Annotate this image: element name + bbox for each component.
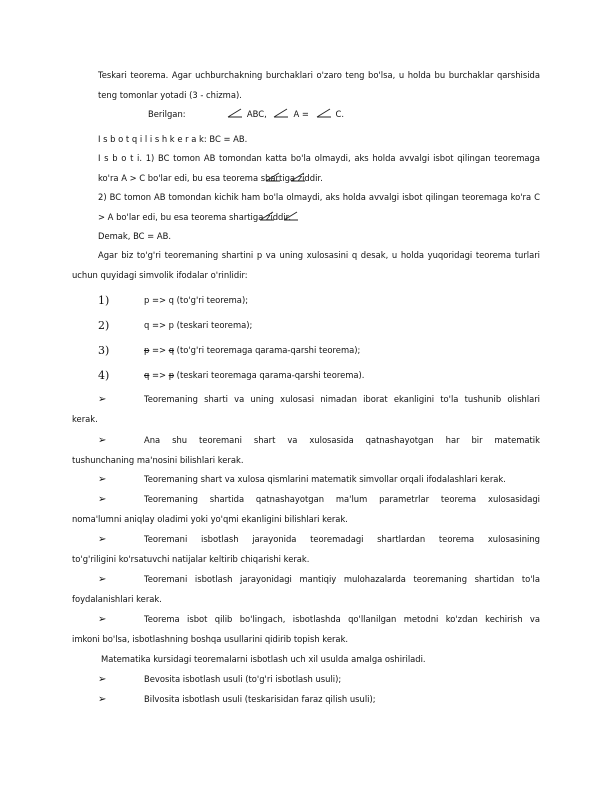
- proof-step-2: 2) BC tomon AB tomondan kichik ham bo'la olmaydi, aks holda avvalgi isbot qilingan teoremaga ko'ra C > A bo'lar edi, bu esa teorema shartiga ziddir.: [98, 192, 540, 222]
- list-item: ➢ Ana shu teoremani shart va xulosasida qatnashayotgan har bir matematik tushunchaning ma'nosini bilishlari kerak.: [72, 431, 540, 470]
- given-line: [148, 105, 590, 125]
- list-item: ➢ Teoremaning sharti va uning xulosasi nimadan iborat ekanligini to'la tushunib olishlari kerak.: [72, 390, 540, 429]
- list-item: ➢ Teoremaning shart va xulosa qismlarini matematik simvollar orqali ifodalashlari kerak.: [72, 470, 540, 490]
- arrowhead-bullet-icon: ➢: [98, 614, 107, 625]
- arrowhead-bullet-icon: ➢: [98, 474, 107, 485]
- negated-p: p: [168, 370, 175, 380]
- arrowhead-bullet-icon: ➢: [98, 674, 107, 685]
- list-item: ➢ Teoremani isbotlash jarayonida teoremadagi shartlardan teorema xulosasining to'g'riligini ko'rsatuvchi natijalar keltirib chiqarishi kerak.: [72, 530, 540, 569]
- conclusion: Demak, BC = AB.: [98, 231, 171, 241]
- angle-icon: [265, 172, 281, 182]
- list-item: ➢ Teoremaning shartida qatnashayotgan ma'lum parametrlar teorema xulosasidagi noma'lumni aniqlay oladimi yoki yo'qmi ekanligini bilishlari kerak.: [72, 490, 540, 529]
- arrowhead-bullet-icon: ➢: [98, 534, 107, 545]
- to-prove: I s b o t q i l i s h k e r a k: BC = AB.: [98, 134, 248, 144]
- arrowhead-bullet-icon: ➢: [98, 574, 107, 585]
- given-label: Berilgan:: [148, 109, 186, 119]
- given-angle-a: A =: [293, 109, 309, 119]
- angle-icon: [283, 211, 299, 221]
- document-page: Teskari teorema. Agar uchburchakning burchaklari o'zaro teng bo'lsa, u holda bu burchaklar qarshisida teng tomonlar yotadi (3 - chizma). Berilgan: ABC, A = C. I s b o t q i l i s h k e r a k: BC = AB. I s b o t i. 1) BC tomon AB tomondan katta bo'la olmaydi, aks holda avvalgi isbot qilingan teoremaga ko'ra A > C bo'lar edi, bu esa teorema shartiga ziddir. 2) BC tomon AB tomondan kichik ham bo'la olmaydi, aks holda avvalgi isbot qilingan teoremaga ko'ra C > A bo'lar edi, bu esa teorema shartiga ziddir. Demak, BC = AB. Agar biz to'g'ri teoremaning shartini p va uning xulosasini q desak, u holda yuqoridagi teorema turlari uchun quyidagi simvolik ifodalar o'rinlidir: 1) p => q (to'g'ri teorema); 2) q => p (teskari teorema); 3) p => q (to'g'ri teoremaga qarama-qarshi teorema); 4) q => p (teskari teoremaga qarama-qarshi teorema). ➢ Teoremaning sharti va uning xulosasi nimadan iborat ekanligini to'la tushunib olishlari kerak. ➢ Ana shu teoremani shart va xulosasida qatnashayotgan har bir matematik tushunchaning ma'nosini bilishlari kerak. ➢ Teoremaning shart va xulosa qismlarini matematik simvollar orqali ifodalashlari kerak. ➢ Teoremaning shartida qatnashayotgan ma'lum parametrlar teorema xulosasidagi noma'lumni aniqlay oladimi yoki yo'qmi ekanligini bilishlari kerak. ➢ Teoremani isbotlash jarayonida teoremadagi shartlardan teorema xulosasining to'g'riligini ko'rsatuvchi natijalar keltirib chiqarishi kerak. ➢ Teoremani isbotlash jarayonidagi mantiqiy mulohazalarda teoremaning shartidan to'la foydalanishlari kerak. ➢ Teorema isbot qilib bo'lingach, isbotlashda qo'llanilgan metodni ko'zdan kechirish va imkoni bo'lsa, isbotlashning boshqa usullarini qidirib topish kerak. Matematika kursidagi teoremalarni isbotlash uch xil usulda amalga oshiriladi. ➢ Bevosita isbotlash usuli (to'g'ri isbotlash usuli); ➢ Bilvosita isbotlash usuli (teskarisidan faraz qilish usuli);: [0, 0, 612, 792]
- methods-intro: Matematika kursidagi teoremalarni isbotlash uch xil usulda amalga oshiriladi.: [101, 654, 426, 664]
- list-item: ➢ Teorema isbot qilib bo'lingach, isbotlashda qo'llanilgan metodni ko'zdan kechirish va imkoni bo'lsa, isbotlashning boshqa usullarini qidirib topish kerak.: [72, 610, 540, 649]
- paragraph-symbolic-rules: Agar biz to'g'ri teoremaning shartini p va uning xulosasini q desak, u holda yuqoridagi teorema turlari uchun quyidagi simvolik ifodalar o'rinlidir:: [72, 250, 540, 280]
- angle-icon: [316, 108, 332, 118]
- negated-q: q: [144, 370, 150, 380]
- list-item: ➢ Teoremani isbotlash jarayonidagi mantiqiy mulohazalarda teoremaning shartidan to'la foydalanishlari kerak.: [72, 570, 540, 609]
- negated-p: p: [144, 345, 150, 355]
- angle-icon: [290, 172, 306, 182]
- angle-icon: [259, 211, 275, 221]
- paragraph-converse-theorem: [98, 66, 540, 105]
- arrowhead-bullet-icon: ➢: [98, 435, 107, 446]
- given-angle-c: C.: [335, 109, 345, 119]
- negated-q: q: [168, 345, 175, 355]
- given-triangle: ABC,: [246, 109, 267, 119]
- paragraph-text: Teskari teorema. Agar uchburchakning burchaklari o'zaro teng bo'lsa, u holda bu burchaklar qarshisida teng tomonlar yotadi (3 - chizma).: [98, 70, 540, 100]
- proof-step-1: I s b o t i. 1) BC tomon AB tomondan katta bo'la olmaydi, aks holda avvalgi isbot qilingan teoremaga ko'ra A > C bo'lar edi, bu esa teorema shartiga ziddir.: [98, 153, 540, 183]
- arrowhead-bullet-icon: ➢: [98, 694, 107, 705]
- angle-icon: [273, 108, 289, 118]
- arrowhead-bullet-icon: ➢: [98, 494, 107, 505]
- arrowhead-bullet-icon: ➢: [98, 394, 107, 405]
- angle-icon: [227, 108, 243, 118]
